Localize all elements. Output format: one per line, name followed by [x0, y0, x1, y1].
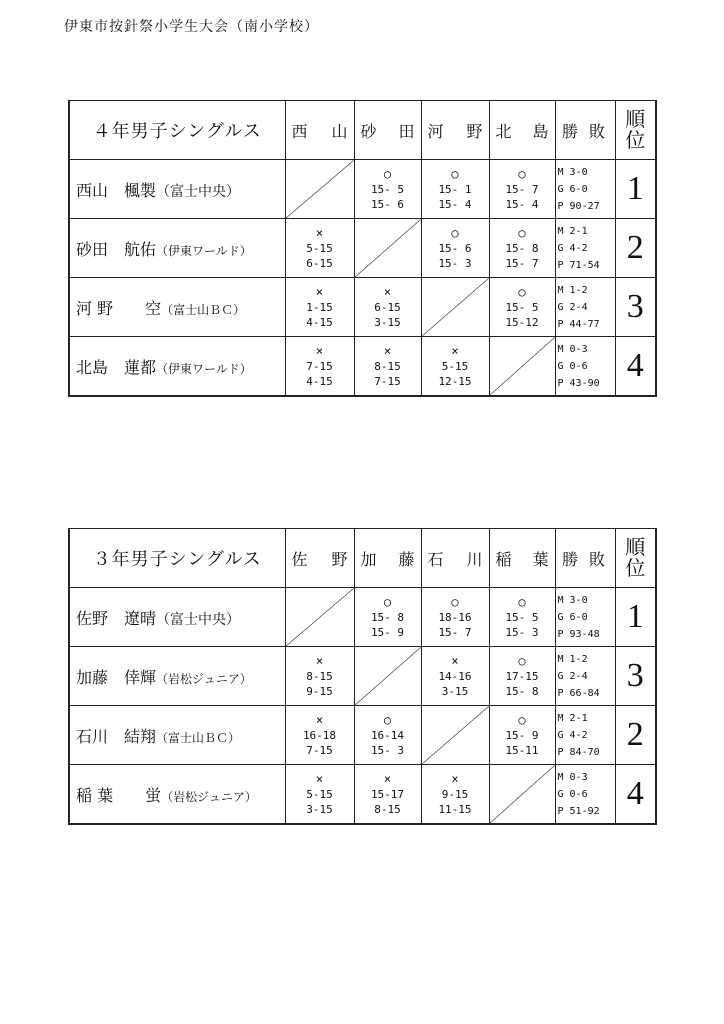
rank-header — [615, 101, 656, 160]
opponent-surname-char: 葉 — [532, 549, 549, 569]
match-record: M 3-0 — [557, 166, 588, 178]
game-score: 6-15 — [374, 300, 401, 314]
game-score: 15- 4 — [438, 197, 472, 211]
record-cell — [555, 160, 615, 219]
self-match-cell — [489, 337, 555, 397]
opponent-header — [285, 529, 354, 588]
player-cell — [69, 278, 285, 337]
game-score: 15- 3 — [370, 743, 405, 757]
opponent-surname-char: 田 — [398, 121, 415, 141]
match-result-cell — [285, 278, 354, 337]
player-club: （富士山ＢＣ） — [161, 302, 246, 317]
match-record: M 2-1 — [557, 225, 588, 237]
result-mark: × — [315, 343, 324, 358]
match-result-cell — [489, 160, 555, 219]
game-score: 15- 5 — [505, 610, 539, 624]
point-record: P 66-84 — [557, 687, 600, 699]
match-result-cell — [489, 588, 555, 647]
player-name: 加藤 倖輝 — [76, 667, 157, 687]
game-score: 5-15 — [441, 359, 469, 373]
game-score: 7-15 — [306, 743, 333, 757]
opponent-surname-char: 稲 — [495, 549, 512, 569]
opponent-surname-char: 北 — [495, 121, 512, 141]
rank-header-char: 順 — [625, 535, 646, 559]
game-score: 15- 3 — [438, 256, 472, 270]
match-result-cell — [489, 278, 555, 337]
game-score: 15- 9 — [370, 625, 405, 639]
rank-header-char: 位 — [625, 128, 646, 152]
point-record: P 43-90 — [557, 377, 600, 389]
player-club: （伊東ワールド） — [156, 243, 252, 258]
game-score: 15- 9 — [505, 728, 539, 742]
opponent-surname-char: 河 — [427, 121, 444, 141]
player-row — [69, 706, 656, 765]
game-score: 9-15 — [441, 787, 469, 801]
result-mark: ○ — [518, 166, 526, 181]
match-record: M 3-0 — [557, 594, 588, 606]
game-score: 16-18 — [302, 728, 337, 742]
game-score: 4-15 — [306, 315, 333, 329]
opponent-name — [422, 119, 489, 142]
game-record: G 6-0 — [557, 183, 588, 195]
opponent-header — [421, 529, 489, 588]
rank-value: 4 — [615, 337, 656, 397]
point-record: P 84-70 — [557, 746, 600, 758]
rank-value: 3 — [615, 278, 656, 337]
match-result-cell — [421, 337, 489, 397]
opponent-surname-char: 川 — [466, 549, 483, 569]
record-cell — [555, 278, 615, 337]
match-result-cell — [285, 706, 354, 765]
header-row — [69, 101, 656, 160]
match-result-cell — [285, 647, 354, 706]
game-score: 12-15 — [438, 374, 472, 388]
opponent-name — [422, 547, 489, 570]
result-mark: × — [451, 343, 459, 358]
result-mark: ○ — [383, 166, 392, 181]
game-score: 15- 7 — [438, 625, 472, 639]
match-result-cell — [421, 588, 489, 647]
opponent-surname-char: 藤 — [398, 549, 415, 569]
table-title: ３年男子シングルス — [69, 529, 285, 588]
result-mark: ○ — [383, 594, 392, 609]
result-mark: ○ — [518, 712, 526, 727]
opponent-surname-char: 佐 — [291, 549, 308, 569]
match-record: M 0-3 — [557, 343, 588, 355]
player-row — [69, 219, 656, 278]
game-score: 18-16 — [438, 610, 472, 624]
self-match-cell — [354, 647, 421, 706]
player-name: 佐野 遼晴 — [76, 608, 157, 628]
match-result-cell — [285, 765, 354, 825]
player-row — [69, 278, 656, 337]
game-score: 15- 1 — [438, 182, 472, 196]
rank-value: 2 — [615, 219, 656, 278]
game-score: 15- 5 — [370, 182, 405, 196]
match-result-cell — [354, 706, 421, 765]
result-mark: × — [451, 771, 459, 786]
match-result-cell — [489, 219, 555, 278]
point-record: P 93-48 — [557, 628, 600, 640]
game-score: 15- 5 — [505, 300, 539, 314]
opponent-name — [355, 119, 421, 142]
opponent-surname-char: 山 — [331, 121, 348, 141]
player-cell — [69, 647, 285, 706]
match-result-cell — [285, 219, 354, 278]
player-club: （富士中央） — [156, 183, 241, 200]
game-score: 15- 8 — [370, 610, 405, 624]
player-club: （岩松ジュニア） — [156, 671, 252, 686]
rank-value: 1 — [615, 160, 656, 219]
opponent-header — [285, 101, 354, 160]
result-mark: × — [383, 343, 392, 358]
game-score: 3-15 — [306, 802, 333, 816]
opponent-header — [421, 101, 489, 160]
point-record: P 90-27 — [557, 200, 600, 212]
record-cell — [555, 219, 615, 278]
match-result-cell — [285, 337, 354, 397]
rank-value: 4 — [615, 765, 656, 825]
game-score: 7-15 — [374, 374, 401, 388]
opponent-surname-char: 砂 — [360, 121, 377, 141]
opponent-surname-char: 石 — [427, 549, 444, 569]
match-result-cell — [489, 647, 555, 706]
game-score: 16-14 — [370, 728, 405, 742]
self-match-cell — [285, 588, 354, 647]
point-record: P 51-92 — [557, 805, 600, 817]
opponent-header — [489, 101, 555, 160]
game-record: G 4-2 — [557, 242, 588, 254]
player-club: （富士中央） — [156, 611, 241, 628]
player-cell — [69, 219, 285, 278]
rank-value: 1 — [615, 588, 656, 647]
match-result-cell — [421, 160, 489, 219]
opponent-name — [355, 547, 421, 570]
record-header: 勝 敗 — [555, 529, 615, 588]
self-match-cell — [285, 160, 354, 219]
player-cell — [69, 160, 285, 219]
result-mark: ○ — [451, 225, 459, 240]
player-cell — [69, 337, 285, 397]
player-name: 西山 楓製 — [76, 180, 157, 200]
game-score: 5-15 — [306, 787, 333, 801]
game-score: 3-15 — [441, 684, 469, 698]
match-result-cell — [354, 337, 421, 397]
round-robin-table-grade3 — [68, 528, 657, 825]
result-mark: × — [315, 771, 324, 786]
game-score: 3-15 — [374, 315, 401, 329]
match-result-cell — [354, 160, 421, 219]
game-score: 15- 7 — [505, 182, 539, 196]
game-score: 15-11 — [505, 743, 539, 757]
game-score: 15- 6 — [438, 241, 472, 255]
player-row — [69, 337, 656, 397]
opponent-surname-char: 加 — [360, 549, 377, 569]
result-mark: × — [315, 653, 324, 668]
result-mark: × — [315, 712, 324, 727]
result-mark: × — [315, 225, 324, 240]
match-result-cell — [421, 647, 489, 706]
result-mark: ○ — [518, 284, 526, 299]
result-mark: ○ — [518, 653, 526, 668]
player-cell — [69, 588, 285, 647]
record-cell — [555, 588, 615, 647]
game-score: 15- 8 — [505, 241, 539, 255]
game-record: G 0-6 — [557, 788, 588, 800]
opponent-surname-char: 西 — [291, 121, 308, 141]
opponent-header — [354, 529, 421, 588]
player-name: 河 野 空 — [76, 298, 162, 318]
game-score: 8-15 — [374, 802, 401, 816]
result-mark: ○ — [383, 712, 392, 727]
match-record: M 1-2 — [557, 653, 588, 665]
player-club: （富士山ＢＣ） — [156, 730, 241, 745]
result-mark: × — [451, 653, 459, 668]
game-record: G 0-6 — [557, 360, 588, 372]
player-club: （岩松ジュニア） — [161, 789, 257, 804]
game-score: 17-15 — [505, 669, 539, 683]
game-score: 15- 6 — [370, 197, 405, 211]
self-match-cell — [421, 706, 489, 765]
game-score: 8-15 — [374, 359, 401, 373]
match-result-cell — [421, 765, 489, 825]
game-score: 1-15 — [306, 300, 333, 314]
game-record: G 6-0 — [557, 611, 588, 623]
player-name: 砂田 航佑 — [76, 239, 157, 259]
rank-header-char: 位 — [625, 556, 646, 580]
self-match-cell — [354, 219, 421, 278]
match-record: M 2-1 — [557, 712, 588, 724]
player-row — [69, 160, 656, 219]
point-record: P 71-54 — [557, 259, 600, 271]
game-score: 11-15 — [438, 802, 472, 816]
player-row — [69, 588, 656, 647]
game-score: 15-12 — [505, 315, 539, 329]
opponent-header — [354, 101, 421, 160]
game-score: 15- 8 — [505, 684, 539, 698]
game-score: 9-15 — [306, 684, 333, 698]
record-cell — [555, 765, 615, 825]
rank-header-char: 順 — [625, 107, 646, 131]
rank-value: 2 — [615, 706, 656, 765]
game-score: 7-15 — [306, 359, 333, 373]
match-record: M 1-2 — [557, 284, 588, 296]
game-score: 8-15 — [306, 669, 333, 683]
self-match-cell — [489, 765, 555, 825]
player-name: 北島 蓮都 — [76, 357, 157, 377]
game-score: 4-15 — [306, 374, 333, 388]
result-mark: ○ — [518, 594, 526, 609]
game-record: G 4-2 — [557, 729, 588, 741]
record-cell — [555, 706, 615, 765]
game-record: G 2-4 — [557, 301, 588, 313]
opponent-name — [490, 119, 555, 142]
match-record: M 0-3 — [557, 771, 588, 783]
player-cell — [69, 765, 285, 825]
game-record: G 2-4 — [557, 670, 588, 682]
player-row — [69, 765, 656, 825]
rank-value: 3 — [615, 647, 656, 706]
record-header: 勝 敗 — [555, 101, 615, 160]
result-mark: ○ — [451, 166, 459, 181]
opponent-surname-char: 島 — [532, 121, 549, 141]
game-score: 15- 4 — [505, 197, 539, 211]
match-result-cell — [489, 706, 555, 765]
record-cell — [555, 337, 615, 397]
opponent-surname-char: 野 — [331, 549, 348, 569]
result-mark: × — [383, 284, 392, 299]
game-score: 14-16 — [438, 669, 472, 683]
opponent-name — [490, 547, 555, 570]
record-cell — [555, 647, 615, 706]
opponent-surname-char: 野 — [466, 121, 483, 141]
table-title: ４年男子シングルス — [69, 101, 285, 160]
match-result-cell — [421, 219, 489, 278]
game-score: 5-15 — [306, 241, 333, 255]
match-result-cell — [354, 765, 421, 825]
result-mark: ○ — [518, 225, 526, 240]
self-match-cell — [421, 278, 489, 337]
player-name: 稲 葉 蛍 — [76, 785, 162, 805]
match-result-cell — [354, 278, 421, 337]
game-score: 6-15 — [306, 256, 333, 270]
rank-header — [615, 529, 656, 588]
game-score: 15- 7 — [505, 256, 539, 270]
player-club: （伊東ワールド） — [156, 361, 252, 376]
opponent-name — [286, 119, 354, 142]
page-title: 伊東市按針祭小学生大会（南小学校） — [64, 19, 319, 35]
point-record: P 44-77 — [557, 318, 600, 330]
player-name: 石川 結翔 — [76, 726, 157, 746]
player-row — [69, 647, 656, 706]
result-mark: ○ — [451, 594, 459, 609]
match-result-cell — [354, 588, 421, 647]
opponent-header — [489, 529, 555, 588]
game-score: 15- 3 — [505, 625, 539, 639]
header-row — [69, 529, 656, 588]
opponent-name — [286, 547, 354, 570]
result-mark: × — [315, 284, 324, 299]
game-score: 15-17 — [370, 787, 405, 801]
round-robin-table-grade4 — [68, 100, 657, 397]
player-cell — [69, 706, 285, 765]
result-mark: × — [383, 771, 392, 786]
